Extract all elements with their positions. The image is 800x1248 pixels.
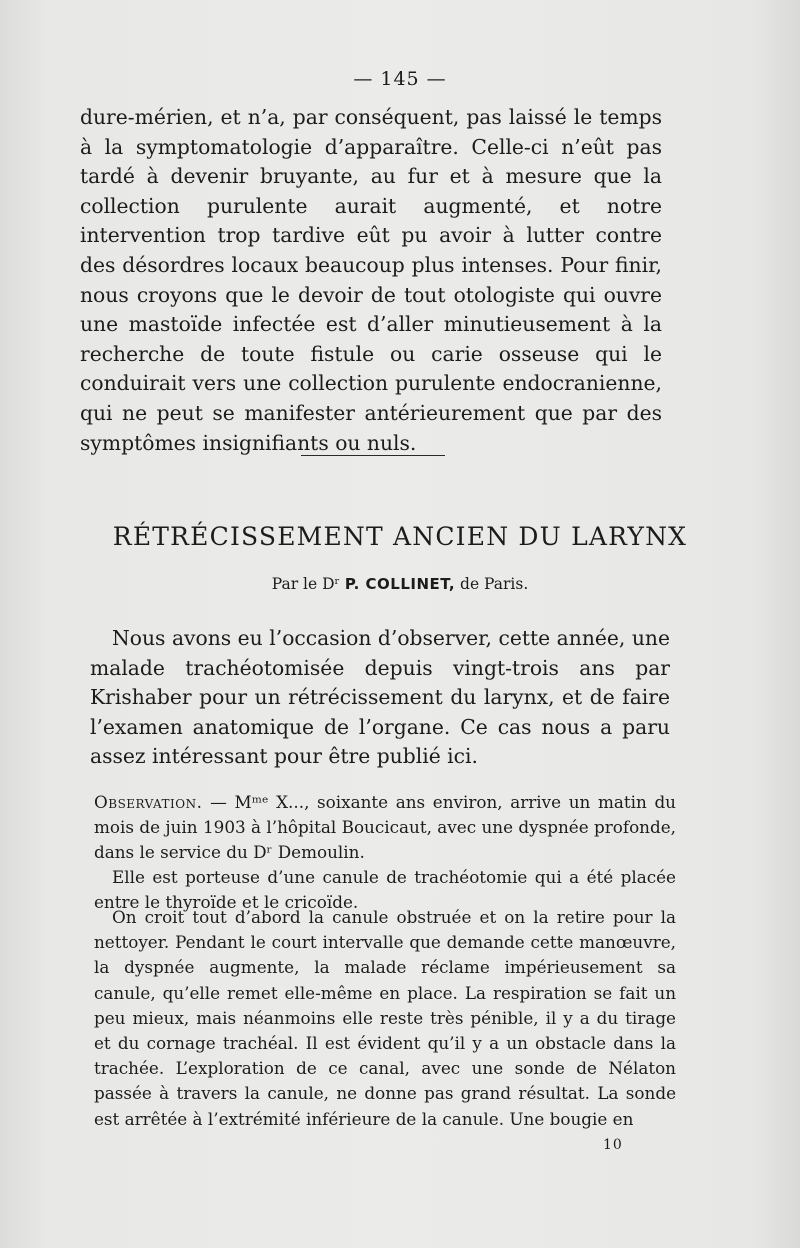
byline-suffix: de Paris. bbox=[460, 575, 529, 593]
article-title: RÉTRÉCISSEMENT ANCIEN DU LARYNX bbox=[112, 522, 688, 551]
closing-paragraph: dure-mérien, et n’a, par conséquent, pas laissé le temps à la symptomatologie d’apparaître. Celle-ci n’eût pas tardé à devenir bruyante, au fur et à mesure que la collection purulente aurait augmenté, et notre intervention trop tardive eût pu avoir à lutter contre des désordres locaux beaucoup plus intenses. Pour finir, nous croyons que le devoir de tout otologiste qui ouvre une mastoïde infectée est d’aller minutieusement à la recherche de toute fistule ou carie osseuse qui le conduirait vers une collection purulente endocranienne, qui ne peut se manifester antérieurement que par des symptômes insignifiants ou nuls. bbox=[80, 105, 662, 455]
byline-prefix: Par le Dʳ bbox=[271, 575, 340, 593]
page-number: — 145 — bbox=[353, 68, 447, 90]
exam-paragraph: On croit tout d’abord la canule obstruée et on la retire pour la nettoyer. Pendant le court intervalle que demande cette manœuvre, la dyspnée augmente, la malade réclame impérieusement sa canule, qu’elle remet elle-même en place. La respiration se fait un peu mieux, mais néanmoins elle reste très pénible, il y a du tirage et du cornage trachéal. Il est évident qu’il y a un obstacle dans la trachée. L’exploration de ce canal, avec une sonde de Nélaton passée à travers la canule, ne donne pas grand résultat. La sonde est arrêtée à l’extrémité inférieure de la canule. Une bougie en bbox=[94, 907, 676, 1129]
intro-paragraph: Nous avons eu l’occasion d’observer, cette année, une malade trachéotomisée depuis vingt-trois ans par Krishaber pour un rétrécissement du larynx, et de faire l’examen anatomique de l’organe. Ce cas nous a paru assez intéressant pour être publié ici. bbox=[90, 626, 670, 769]
observation-paragraph bbox=[94, 790, 676, 866]
author-name: P. COLLINET, bbox=[344, 575, 456, 593]
article-byline bbox=[0, 575, 800, 593]
cannula-paragraph: Elle est porteuse d’une canule de trachéotomie qui a été placée entre le thyroïde et le cricoïde. bbox=[94, 867, 676, 913]
signature-mark: 10 bbox=[603, 1137, 623, 1153]
observation-text: — Mᵐᵉ X..., soixante ans environ, arrive un matin du mois de juin 1903 à l’hôpital Boucicaut, avec une dyspnée profonde, dans le service du Dʳ Demoulin. bbox=[94, 792, 676, 863]
observation-label: Observation. bbox=[94, 792, 203, 812]
section-divider bbox=[301, 455, 445, 456]
